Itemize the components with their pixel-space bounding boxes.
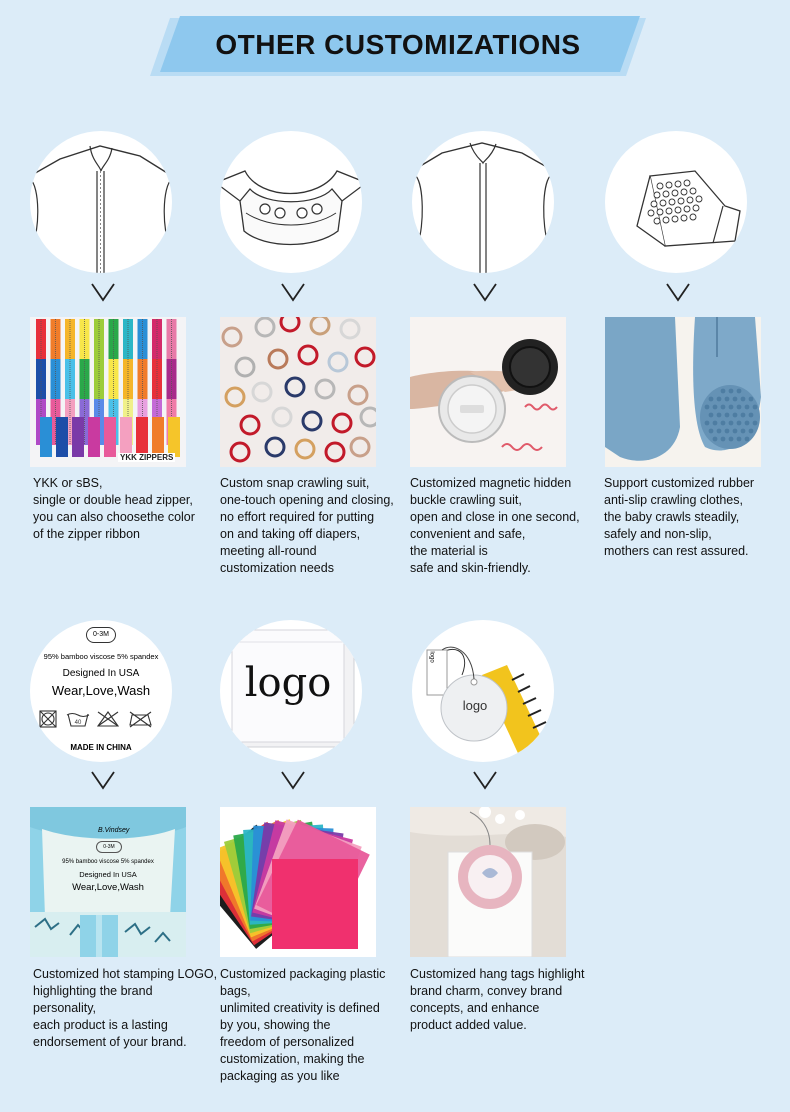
size-tag: 0-3M xyxy=(86,627,116,643)
snap-description: Custom snap crawling suit, one-touch opening and closing, no effort required for putting on and taking off diapers, meeting all-round customization needs xyxy=(220,476,394,575)
chevron-down-icon xyxy=(665,282,691,302)
brand-script-text: B.Vindsey xyxy=(98,827,130,834)
size-tag: 0-3M xyxy=(96,841,122,853)
care-text: Wear,Love,Wash xyxy=(51,683,151,698)
origin-text: Designed In USA xyxy=(62,668,140,679)
fabric-text: 95% bamboo viscose 5% spandex xyxy=(43,652,159,661)
origin-text: Designed In USA xyxy=(79,870,137,879)
hot-stamp-description: Customized hot stamping LOGO, highlighting the brand personality, each product is a lasting endorsement of your brand. xyxy=(33,967,218,1049)
hang-tag-logo-text: logo xyxy=(462,698,488,713)
plastic-bag-circle xyxy=(220,620,362,762)
magnetic-garment-circle xyxy=(412,131,554,273)
hang-tag-circle xyxy=(412,620,554,762)
hot-stamp-photo xyxy=(30,807,186,957)
care-text: Wear,Love,Wash xyxy=(72,882,144,893)
zipper-photo-caption: YKK ZIPPERS xyxy=(120,453,174,462)
page-title: OTHER CUSTOMIZATIONS xyxy=(215,29,581,60)
plastic-bag-description: Customized packaging plastic bags, unlimited creativity is defined by you, showing the freedom of personalized customization, making the packaging as you like xyxy=(220,967,386,1083)
title-banner xyxy=(150,16,646,76)
bag-logo-text: logo xyxy=(244,660,332,706)
wash-temp-text: 40 xyxy=(74,720,82,726)
zipper-description: YKK or sBS, single or double head zipper, you can also choosethe color of the zipper ribbon xyxy=(33,476,195,541)
magnetic-buckle-photo xyxy=(410,317,566,467)
chevron-down-icon xyxy=(90,282,116,302)
rubber-sole-photo xyxy=(605,317,761,467)
made-in-text: MADE IN CHINA xyxy=(70,743,132,752)
fabric-text: 95% bamboo viscose 5% spandex xyxy=(62,859,154,865)
anti-slip-sock-circle xyxy=(605,131,747,273)
zipper-garment-circle xyxy=(30,131,172,273)
wash-care-icons xyxy=(38,708,164,730)
chevron-down-icon xyxy=(90,770,116,790)
chevron-down-icon xyxy=(280,282,306,302)
hang-tag-photo xyxy=(410,807,566,957)
hang-tag-description: Customized hang tags highlight brand charm, convey brand concepts, and enhance product added value. xyxy=(410,967,585,1032)
magnetic-description: Customized magnetic hidden buckle crawling suit, open and close in one second, convenient and safe, the material is safe and skin-friendly. xyxy=(410,476,580,575)
care-label-circle xyxy=(30,620,172,762)
plastic-bags-photo xyxy=(220,807,376,957)
chevron-down-icon xyxy=(472,770,498,790)
small-tag-logo-text: logo xyxy=(428,651,435,663)
zipper-photo xyxy=(30,317,186,467)
chevron-down-icon xyxy=(280,770,306,790)
snap-rings-photo xyxy=(220,317,376,467)
chevron-down-icon xyxy=(472,282,498,302)
snap-garment-circle xyxy=(220,131,362,273)
anti-slip-description: Support customized rubber anti-slip crawling clothes, the baby crawls steadily, safely and non-slip, mothers can rest assured. xyxy=(604,476,755,558)
